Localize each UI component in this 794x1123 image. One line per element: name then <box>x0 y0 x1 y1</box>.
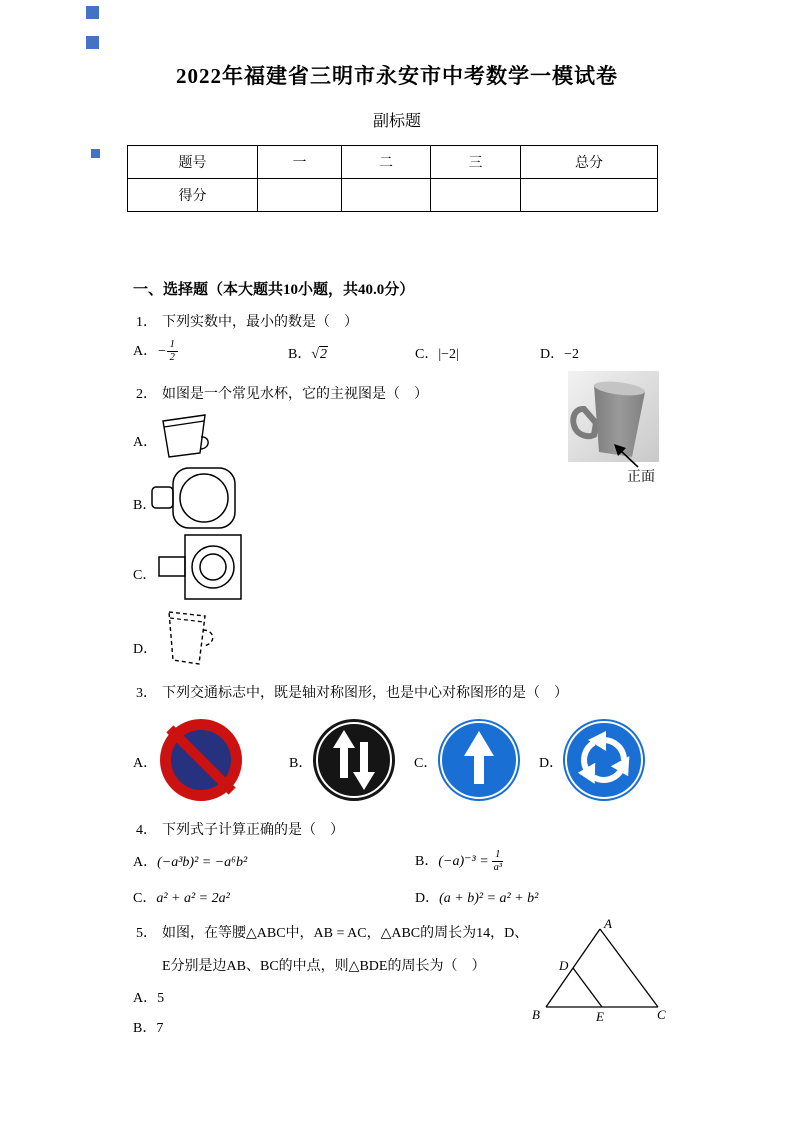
fraction-numerator: 1 <box>492 849 503 862</box>
q3-option-b-label: B． <box>289 756 313 771</box>
section-heading: 一、选择题（本大题共10小题，共40.0分） <box>133 282 415 298</box>
score-cell <box>521 179 658 212</box>
radical-sign: √ <box>311 347 320 362</box>
option-value: −2 <box>564 347 580 362</box>
edit-marker <box>86 6 99 19</box>
fraction-denominator: 2 <box>169 352 175 364</box>
cup-top-view-square <box>155 533 243 601</box>
vertex-label-c: C <box>657 1007 666 1022</box>
option-label: D． <box>415 891 440 906</box>
q1-option-c <box>415 343 459 363</box>
q4-option-c <box>133 887 230 907</box>
minus-sign: − <box>157 343 167 359</box>
q5-option-b: B．7 <box>133 1021 164 1036</box>
question-3-number: 3． <box>136 686 157 701</box>
page-subtitle: 副标题 <box>372 113 421 130</box>
cup-top-view-rounded <box>148 466 238 530</box>
front-view-label: 正面 <box>627 470 655 485</box>
q5-option-a: A．5 <box>133 991 165 1006</box>
cup-dashed-outline <box>157 608 229 670</box>
col-header-two: 二 <box>342 146 431 179</box>
formula: a² + a² = 2a² <box>156 891 230 906</box>
option-label: A． <box>133 343 158 359</box>
score-table <box>127 145 658 212</box>
q1-option-d <box>540 343 579 363</box>
question-1-text: 下列实数中，最小的数是（ ） <box>162 315 358 330</box>
question-3-stem <box>136 682 568 702</box>
page-title: 2022年福建省三明市永安市中考数学一模试卷 <box>176 64 618 88</box>
question-4-text: 下列式子计算正确的是（ ） <box>162 823 344 838</box>
question-1-number: 1． <box>136 315 157 330</box>
q4-option-d <box>415 887 538 907</box>
question-5-text-line1: 如图，在等腰△ABC中，AB = AC，△ABC的周长为14，D、 <box>162 926 529 941</box>
col-header-one: 一 <box>258 146 342 179</box>
question-2-stem <box>136 383 428 403</box>
formula: (−a³b)² = −a⁶b² <box>157 855 248 870</box>
square-root <box>311 346 328 362</box>
formula-prefix: (−a)⁻³ = <box>438 853 493 869</box>
option-label: C． <box>415 347 439 362</box>
row-label-score: 得分 <box>128 179 258 212</box>
cup-front-view-outline <box>153 411 215 465</box>
q4-option-b <box>415 849 503 874</box>
option-value: |−2| <box>438 347 459 362</box>
q1-option-b <box>288 343 328 363</box>
question-5-number: 5． <box>136 926 157 941</box>
score-cell <box>258 179 342 212</box>
option-label: A． <box>133 855 158 870</box>
vertex-label-b: B <box>532 1007 540 1022</box>
score-table-score-row <box>128 179 658 212</box>
vertex-label-a: A <box>604 916 612 931</box>
question-4-stem <box>136 819 344 839</box>
option-label: D． <box>540 347 565 362</box>
col-header-three: 三 <box>431 146 521 179</box>
edit-marker <box>86 36 99 49</box>
formula: (a + b)² = a² + b² <box>439 891 539 906</box>
vertex-label-e: E <box>596 1009 604 1023</box>
q2-option-c-label: C． <box>133 568 157 583</box>
q1-option-a <box>133 339 178 364</box>
q2-option-d-label: D． <box>133 642 158 657</box>
col-header-question-number: 题号 <box>128 146 258 179</box>
fraction-numerator: 1 <box>167 339 178 352</box>
roundabout-sign <box>562 718 646 802</box>
fraction <box>167 339 178 364</box>
vertex-label-d: D <box>559 958 569 973</box>
two-way-traffic-sign <box>312 718 396 802</box>
fraction-denominator: a³ <box>493 862 502 874</box>
q2-option-b-label: B． <box>133 498 157 513</box>
score-table-header-row <box>128 146 658 179</box>
question-2-text: 如图是一个常见水杯，它的主视图是（ ） <box>162 387 428 402</box>
ahead-only-sign <box>437 718 521 802</box>
option-label: B． <box>415 853 439 869</box>
q3-option-c-label: C． <box>414 756 438 771</box>
q3-option-a-label: A． <box>133 756 158 771</box>
q4-option-a <box>133 851 247 871</box>
isosceles-triangle-figure <box>530 915 670 1023</box>
score-cell <box>431 179 521 212</box>
question-4-number: 4． <box>136 823 157 838</box>
question-3-text: 下列交通标志中，既是轴对称图形，也是中心对称图形的是（ ） <box>162 686 568 701</box>
radicand: 2 <box>320 347 328 362</box>
q2-option-a-label: A． <box>133 435 158 450</box>
edit-marker <box>91 149 100 158</box>
fraction <box>492 849 503 874</box>
q3-option-d-label: D． <box>539 756 564 771</box>
option-label: B． <box>288 347 312 362</box>
question-5-stem-line2: E分别是边AB、BC的中点，则△BDE的周长为（ ） <box>162 959 486 974</box>
option-label: C． <box>133 891 157 906</box>
question-5-stem-line1 <box>136 922 528 942</box>
question-2-number: 2． <box>136 387 157 402</box>
no-parking-sign <box>159 718 243 802</box>
col-header-total: 总分 <box>521 146 658 179</box>
question-1-stem <box>136 311 358 331</box>
score-cell <box>342 179 431 212</box>
